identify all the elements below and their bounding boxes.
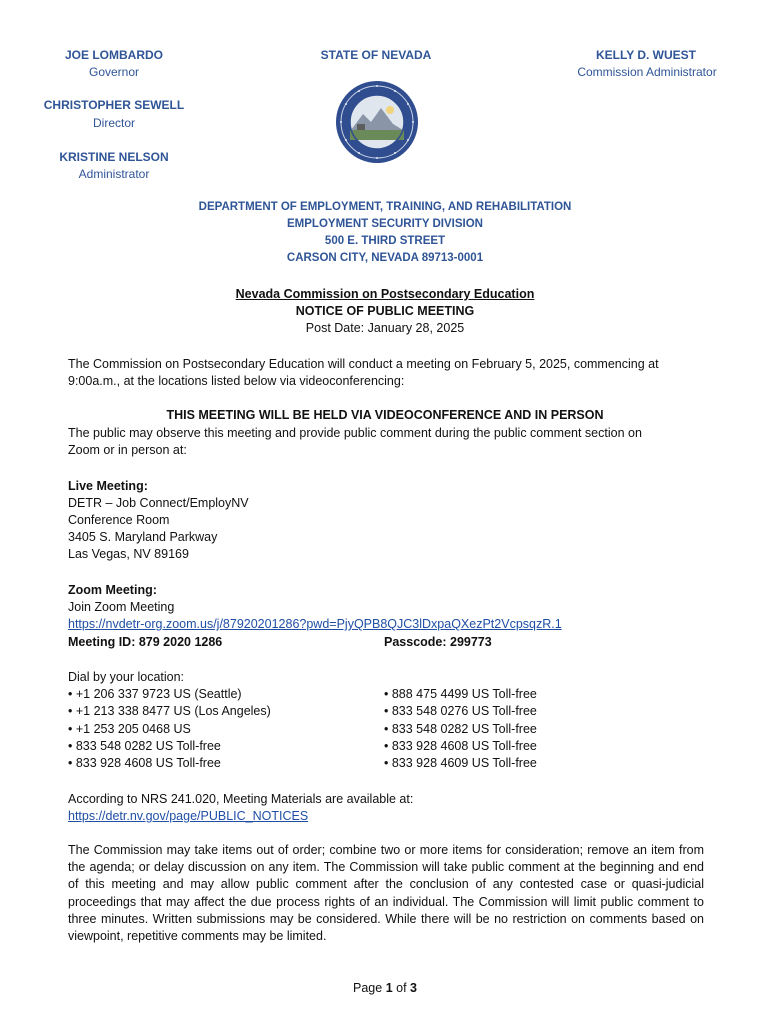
dial-number: • 833 928 4608 US Toll-free [384, 738, 537, 753]
department-line-2: EMPLOYMENT SECURITY DIVISION [287, 218, 483, 230]
department-city: CARSON CITY, NEVADA 89713-0001 [286, 252, 484, 264]
nevada-state-seal-icon [335, 80, 419, 164]
dial-number: • +1 213 338 8477 US (Los Angeles) [68, 704, 271, 719]
zoom-block [68, 582, 704, 616]
notice-heading: NOTICE OF PUBLIC MEETING [295, 304, 475, 318]
live-location-line: Conference Room [68, 513, 170, 527]
dial-number: • 833 928 4609 US Toll-free [384, 756, 537, 771]
dial-number: • 888 475 4499 US Toll-free [384, 687, 537, 701]
governor-title: Governor [88, 65, 140, 79]
dial-number: • 833 548 0282 US Toll-free [68, 738, 221, 753]
commission-title: Nevada Commission on Postsecondary Education [235, 287, 535, 301]
meeting-mode-paragraph: The public may observe this meeting and provide public comment during the public comment section on Zoom or in person at: [68, 426, 642, 457]
materials-text: According to NRS 241.020, Meeting Materials are available at: [68, 792, 414, 806]
live-meeting-heading: Live Meeting: [68, 479, 148, 493]
page-number: Page 1 of 3 [353, 981, 417, 995]
zoom-heading: Zoom Meeting: [68, 583, 157, 597]
policy-paragraph: The Commission may take items out of order; combine two or more items for consideration; remove an item from the agenda; or delay discussion on any item. The Commission will take public comment at the beginning and end of this meeting and may allow public comment after the conclusion of any contested case or quasi-judicial proceedings that may affect the due process rights of an individual. The Commission will limit public comment to three minutes. Written submissions may be considered. While there will be no restriction on comments based on viewpoint, repetitive comments may be limited. [68, 843, 704, 944]
live-location-line: Las Vegas, NV 89169 [68, 547, 189, 561]
passcode: Passcode: 299773 [384, 635, 492, 649]
post-date: Post Date: January 28, 2025 [305, 321, 465, 335]
dial-number: • 833 928 4608 US Toll-free [68, 756, 221, 771]
meeting-id: Meeting ID: 879 2020 1286 [68, 635, 223, 649]
dial-heading: Dial by your location: [68, 670, 185, 684]
state-name: STATE OF NEVADA [320, 48, 432, 62]
dial-number: • 833 548 0282 US Toll-free [384, 721, 537, 736]
director-name: CHRISTOPHER SEWELL [43, 98, 185, 112]
department-address: 500 E. THIRD STREET [324, 235, 446, 247]
department-line-1: DEPARTMENT OF EMPLOYMENT, TRAINING, AND REHABILITATION [198, 201, 572, 213]
live-location-line: DETR – Job Connect/EmployNV [68, 496, 249, 510]
dial-list-left [68, 686, 271, 772]
governor-name: JOE LOMBARDO [64, 48, 163, 62]
live-location-line: 3405 S. Maryland Parkway [68, 530, 218, 544]
dial-number: • +1 206 337 9723 US (Seattle) [68, 687, 242, 701]
intro-paragraph: The Commission on Postsecondary Education will conduct a meeting on February 5, 2025, commencing at 9:00a.m., at the locations listed below via videoconferencing: [68, 357, 659, 388]
commission-admin-title: Commission Administrator [577, 65, 717, 79]
live-meeting-block [68, 478, 704, 563]
materials-link[interactable]: https://detr.nv.gov/page/PUBLIC_NOTICES [68, 809, 309, 823]
administrator-title: Administrator [78, 167, 150, 181]
administrator-name: KRISTINE NELSON [59, 150, 169, 164]
meeting-mode-heading: THIS MEETING WILL BE HELD VIA VIDEOCONFERENCE AND IN PERSON [166, 408, 604, 422]
director-title: Director [92, 116, 135, 130]
dial-number: • +1 253 205 0468 US [68, 721, 191, 736]
dial-list-right [384, 686, 537, 772]
zoom-join-text: Join Zoom Meeting [68, 600, 175, 614]
commission-admin-name: KELLY D. WUEST [595, 48, 696, 62]
zoom-link[interactable]: https://nvdetr-org.zoom.us/j/87920201286?pwd=PjyQPB8QJC3lDxpaQXezPt2VcpsqzR.1 [68, 617, 562, 631]
dial-number: • 833 548 0276 US Toll-free [384, 704, 537, 719]
